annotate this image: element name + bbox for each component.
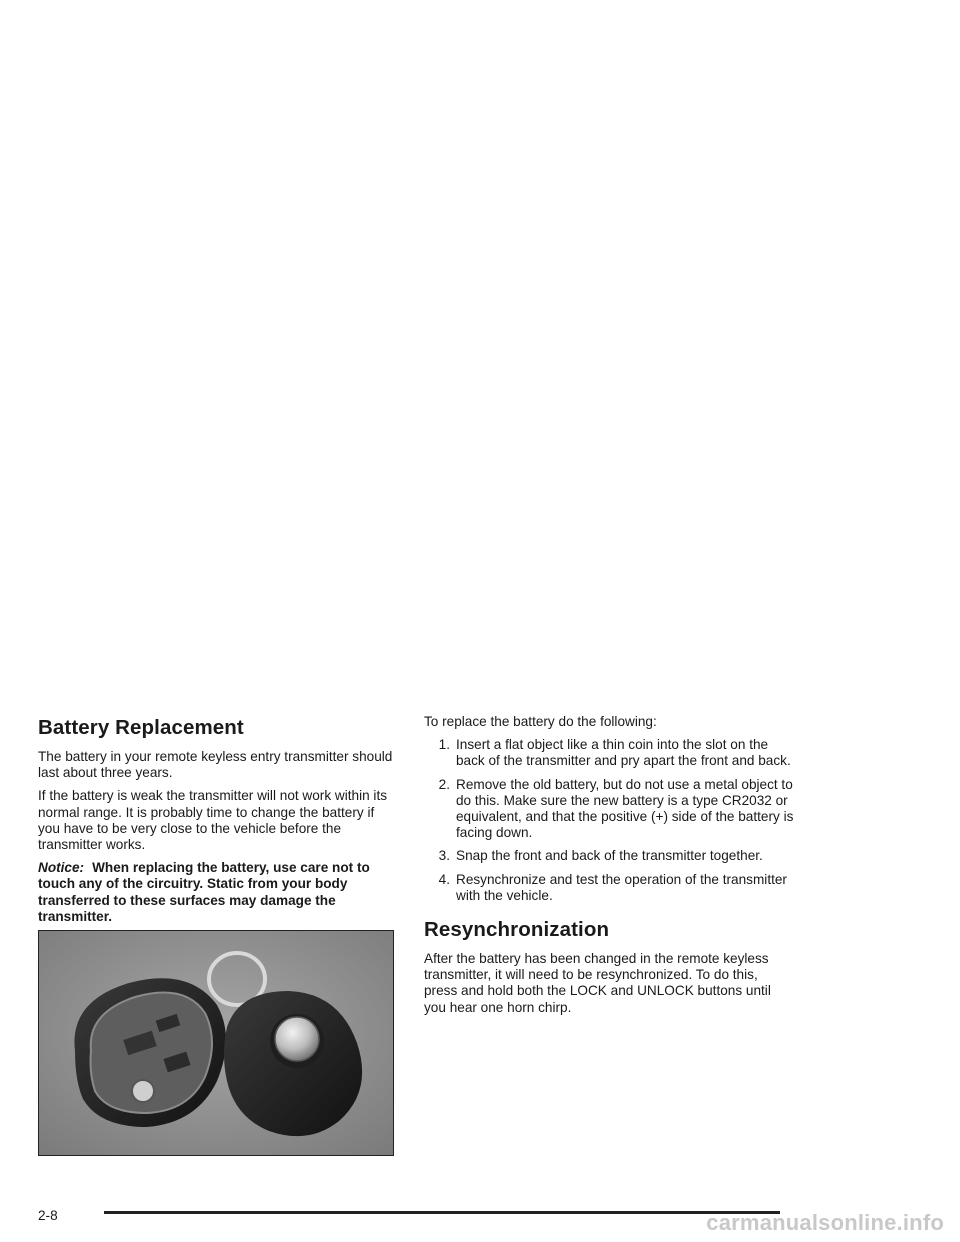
notice-paragraph bbox=[38, 860, 398, 925]
paragraph-battery-life: The battery in your remote keyless entry transmitter should last about three years. bbox=[38, 749, 393, 781]
step-number: 2. bbox=[438, 776, 450, 792]
list-item bbox=[424, 872, 794, 904]
step-text: Resynchronize and test the operation of the transmitter with the vehicle. bbox=[456, 871, 787, 903]
list-item bbox=[424, 777, 794, 842]
list-item bbox=[424, 848, 794, 864]
list-item bbox=[424, 737, 794, 769]
step-number: 1. bbox=[438, 737, 450, 753]
battery-replacement-heading: Battery Replacement bbox=[38, 716, 244, 739]
right-column bbox=[424, 714, 794, 1023]
footer-rule bbox=[104, 1211, 780, 1214]
left-column bbox=[38, 716, 398, 932]
step-number: 4. bbox=[438, 871, 450, 887]
notice-text: When replacing the battery, use care not to touch any of the circuitry. Static from your body transferred to these surfaces may damage the transmitter. bbox=[38, 860, 370, 924]
notice-label: Notice: bbox=[38, 860, 85, 876]
transmitter-photo bbox=[38, 930, 394, 1156]
page-number: 2-8 bbox=[38, 1208, 58, 1223]
step-text: Remove the old battery, but do not use a metal object to do this. Make sure the new battery is a type CR2032 or equivalent, and that the positive (+) side of the battery is facing down. bbox=[456, 776, 794, 841]
step-number: 3. bbox=[438, 848, 450, 864]
steps-intro: To replace the battery do the following: bbox=[424, 714, 657, 729]
steps-list bbox=[424, 737, 794, 904]
resynchronization-heading: Resynchronization bbox=[424, 918, 610, 942]
paragraph-weak-battery: If the battery is weak the transmitter will not work within its normal range. It is probably time to change the battery if you have to be very close to the vehicle before the transmitter works. bbox=[38, 788, 388, 853]
step-text: Snap the front and back of the transmitter together. bbox=[456, 848, 763, 864]
opened-transmitter-illustration bbox=[39, 931, 393, 1155]
watermark: carmanualsonline.info bbox=[706, 1210, 944, 1235]
resynchronization-paragraph: After the battery has been changed in the remote keyless transmitter, it will need to be resynchronized. To do this, press and hold both the LOCK and UNLOCK buttons until you hear one horn chirp. bbox=[424, 951, 771, 1015]
step-text: Insert a flat object like a thin coin into the slot on the back of the transmitter and pry apart the front and back. bbox=[456, 737, 791, 769]
